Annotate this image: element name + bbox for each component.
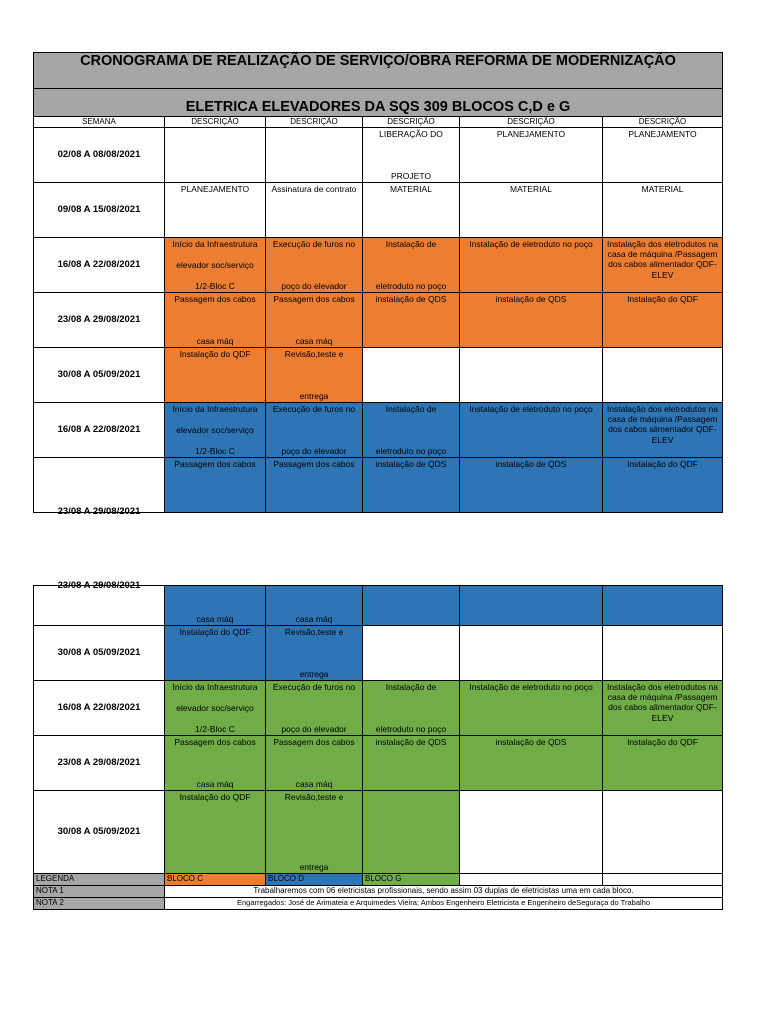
week-text-cut: 23/08 A 29/08/2021 xyxy=(57,505,141,517)
note-row xyxy=(34,886,723,898)
task-cell-bloco-g xyxy=(165,791,266,874)
task-text: PLANEJAMENTO xyxy=(180,184,250,194)
column-header-row xyxy=(34,117,723,128)
col-header-descricao: DESCRIÇÃO xyxy=(460,117,603,128)
task-text: poço do elevador xyxy=(281,445,347,456)
task-cell-bloco-d xyxy=(165,586,266,626)
task-text: Início da Infraestrutura xyxy=(172,404,258,414)
task-cell-bloco-c xyxy=(266,348,363,403)
task-cell xyxy=(363,626,460,681)
task-cell-bloco-d: Instalação dos eletrodutos na casa de máquina /Passagem dos cabos alimentador QDF-ELEV xyxy=(603,403,723,458)
task-text: Execução de furos no xyxy=(272,239,356,249)
note-2-text: Engarregados: José de Arimateia e Arquimedes Vieira; Ambos Engenheiro Eletricista e Engenheiro deSeguraça do Trabalho xyxy=(165,898,723,910)
task-cell-bloco-d xyxy=(460,458,603,513)
col-header-descricao: DESCRIÇÃO xyxy=(165,117,266,128)
table-row xyxy=(34,128,723,183)
table-row xyxy=(34,238,723,293)
note-2-label: NOTA 2 xyxy=(34,898,165,910)
legend-bloco-d: BLOCO D xyxy=(266,874,363,886)
task-text: MATERIAL xyxy=(510,184,552,194)
task-cell xyxy=(363,348,460,403)
table-row xyxy=(34,293,723,348)
task-text: instalação de QDS xyxy=(495,459,567,469)
task-text: eletroduto no poço xyxy=(375,445,447,456)
task-text: casa máq xyxy=(196,335,234,346)
task-text: instalação de QDS xyxy=(375,459,447,469)
task-cell-bloco-c xyxy=(165,348,266,403)
task-cell-bloco-g xyxy=(363,681,460,736)
task-text: Revisão,teste e xyxy=(284,349,344,359)
task-cell xyxy=(266,128,363,183)
task-cell-bloco-c xyxy=(266,293,363,348)
week-cell: 16/08 A 22/08/2021 xyxy=(34,403,165,458)
task-cell-bloco-c xyxy=(266,238,363,293)
task-cell-bloco-c xyxy=(363,238,460,293)
task-cell xyxy=(460,128,603,183)
week-cell: 23/08 A 29/08/2021 xyxy=(34,736,165,791)
task-cell-bloco-d xyxy=(363,458,460,513)
task-cell xyxy=(603,791,723,874)
task-cell-bloco-d xyxy=(603,458,723,513)
task-text: MATERIAL xyxy=(390,184,432,194)
task-text: PLANEJAMENTO xyxy=(496,129,566,139)
task-text: Revisão,teste e xyxy=(284,627,344,637)
task-cell-bloco-c xyxy=(165,293,266,348)
task-cell xyxy=(266,183,363,238)
legend-row xyxy=(34,874,723,886)
task-text: PROJETO xyxy=(391,170,431,181)
task-text: entrega xyxy=(299,390,329,401)
task-text: Instalação do QDF xyxy=(179,792,251,802)
schedule-page-top xyxy=(33,52,721,517)
week-cell xyxy=(34,458,165,517)
table-row xyxy=(34,791,723,874)
week-cell: 16/08 A 22/08/2021 xyxy=(34,238,165,293)
task-text: Revisão,teste e xyxy=(284,792,344,802)
col-header-descricao: DESCRIÇÃO xyxy=(363,117,460,128)
task-text: eletroduto no poço xyxy=(375,723,447,734)
task-text: poço do elevador xyxy=(281,280,347,291)
week-cell: 02/08 A 08/08/2021 xyxy=(34,128,165,183)
task-cell xyxy=(460,791,603,874)
task-cell-bloco-g xyxy=(266,681,363,736)
table-row xyxy=(34,183,723,238)
week-cell: 30/08 A 05/09/2021 xyxy=(34,626,165,681)
task-text: casa máq xyxy=(295,613,333,624)
task-cell xyxy=(165,183,266,238)
task-cell-bloco-d xyxy=(460,586,603,626)
task-text: entrega xyxy=(299,668,329,679)
task-cell-bloco-d xyxy=(165,458,266,513)
task-text: LIBERAÇÃO DO xyxy=(379,129,443,139)
task-text: Instalação do QDF xyxy=(627,459,698,469)
task-cell-bloco-g xyxy=(165,736,266,791)
task-cell-bloco-d xyxy=(603,586,723,626)
title-line-1: CRONOGRAMA DE REALIZAÇÃO DE SERVIÇO/OBRA REFORMA DE MODERNIZAÇÃO xyxy=(34,53,723,89)
task-text: Passagem dos cabos xyxy=(174,459,256,469)
task-text: Passagem dos cabos xyxy=(273,737,355,747)
schedule-table-top xyxy=(33,52,723,517)
task-cell-bloco-c xyxy=(460,238,603,293)
task-cell-bloco-g xyxy=(363,736,460,791)
task-cell-bloco-d xyxy=(266,626,363,681)
task-text: 1/2-Bloc C xyxy=(195,445,235,456)
task-cell-bloco-d xyxy=(266,586,363,626)
task-cell xyxy=(603,348,723,403)
task-cell xyxy=(460,183,603,238)
task-text: Instalação do QDF xyxy=(179,349,251,359)
task-cell-bloco-g: Instalação dos eletrodutos na casa de máquina /Passagem dos cabos alimentador QDF-ELEV xyxy=(603,681,723,736)
task-text: Instalação de xyxy=(385,404,437,414)
task-text: Início da Infraestrutura xyxy=(172,682,258,692)
task-cell-bloco-g xyxy=(266,791,363,874)
task-cell-bloco-c xyxy=(165,238,266,293)
task-cell-bloco-g xyxy=(363,791,460,874)
task-cell-bloco-c xyxy=(603,293,723,348)
task-text: elevador soc/serviço xyxy=(176,259,254,270)
note-1-label: NOTA 1 xyxy=(34,886,165,898)
table-row xyxy=(34,736,723,791)
task-text: instalação de QDS xyxy=(375,294,447,304)
task-cell-bloco-d xyxy=(165,626,266,681)
task-text: casa máq xyxy=(196,613,234,624)
task-text: casa máq xyxy=(295,335,333,346)
task-text: instalação de QDS xyxy=(495,737,567,747)
table-row xyxy=(34,681,723,736)
task-text: entrega xyxy=(299,861,329,872)
task-text: Passagem dos cabos xyxy=(273,459,355,469)
task-cell-bloco-g xyxy=(266,736,363,791)
task-text: Passagem dos cabos xyxy=(273,294,355,304)
task-text: Início da Infraestrutura xyxy=(172,239,258,249)
week-cell: 30/08 A 05/09/2021 xyxy=(34,791,165,874)
task-cell-bloco-g xyxy=(460,736,603,791)
task-text: 1/2-Bloc C xyxy=(195,723,235,734)
col-header-descricao: DESCRIÇÃO xyxy=(603,117,723,128)
task-text: MATERIAL xyxy=(641,184,684,194)
task-text: casa máq xyxy=(196,778,234,789)
legend-bloco-g: BLOCO G xyxy=(363,874,460,886)
task-cell-bloco-g xyxy=(165,681,266,736)
task-cell-bloco-c xyxy=(460,293,603,348)
task-text: Execução de furos no xyxy=(272,682,356,692)
task-cell-bloco-g xyxy=(603,736,723,791)
week-text-cut: 23/08 A 29/08/2021 xyxy=(57,580,141,591)
task-text: Passagem dos cabos xyxy=(174,737,256,747)
title-line-2: ELETRICA ELEVADORES DA SQS 309 BLOCOS C,D e G xyxy=(34,89,723,117)
col-header-descricao: DESCRIÇÃO xyxy=(266,117,363,128)
task-text: eletroduto no poço xyxy=(375,280,447,291)
task-text: Execução de furos no xyxy=(272,404,356,414)
task-cell-bloco-d xyxy=(460,403,603,458)
task-text: Instalação de eletroduto no poço xyxy=(469,682,593,692)
task-cell xyxy=(460,626,603,681)
note-1-text: Trabalharemos com 06 eletricistas profissionais, sendo assim 03 duplas de eletricistas uma em cada bloco. xyxy=(165,886,723,898)
table-row xyxy=(34,458,723,513)
task-text: Passagem dos cabos xyxy=(174,294,256,304)
task-cell-bloco-c: Instalação dos eletrodutos na casa de máquina /Passagem dos cabos alimentador QDF-ELEV xyxy=(603,238,723,293)
task-cell-bloco-d xyxy=(363,586,460,626)
task-text: casa máq xyxy=(295,778,333,789)
week-cell: 09/08 A 15/08/2021 xyxy=(34,183,165,238)
task-text: poço do elevador xyxy=(281,723,347,734)
task-text: 1/2-Bloc C xyxy=(195,280,235,291)
week-cell: 16/08 A 22/08/2021 xyxy=(34,681,165,736)
task-cell-bloco-c xyxy=(363,293,460,348)
task-cell xyxy=(603,183,723,238)
task-text: instalação de QDS xyxy=(375,737,447,747)
legend-bloco-c: BLOCO C xyxy=(165,874,266,886)
task-text: elevador soc/serviço xyxy=(176,702,254,713)
task-text: Instalação de eletroduto no poço xyxy=(469,239,593,249)
task-text: Instalação de eletroduto no poço xyxy=(469,404,593,414)
task-cell xyxy=(165,128,266,183)
task-cell xyxy=(603,626,723,681)
task-cell-bloco-d xyxy=(363,403,460,458)
task-cell xyxy=(363,183,460,238)
task-cell xyxy=(460,348,603,403)
week-cell xyxy=(34,580,165,626)
task-cell-bloco-d xyxy=(266,458,363,513)
week-cell: 23/08 A 29/08/2021 xyxy=(34,293,165,348)
table-row xyxy=(34,626,723,681)
task-text: Instalação de xyxy=(385,239,437,249)
task-cell xyxy=(363,128,460,183)
week-cell: 30/08 A 05/09/2021 xyxy=(34,348,165,403)
note-row xyxy=(34,898,723,910)
task-text: Instalação do QDF xyxy=(627,294,698,304)
schedule-page-bottom xyxy=(33,580,721,909)
task-text: Instalação do QDF xyxy=(627,737,698,747)
col-header-semana: SEMANA xyxy=(34,117,165,128)
task-text: PLANEJAMENTO xyxy=(628,129,697,139)
legend-label: LEGENDA xyxy=(34,874,165,886)
table-row xyxy=(34,586,723,626)
task-text: Instalação do QDF xyxy=(179,627,251,637)
task-text: instalação de QDS xyxy=(495,294,567,304)
schedule-table-bottom xyxy=(33,580,723,910)
task-cell-bloco-d xyxy=(266,403,363,458)
task-text: Instalação de xyxy=(385,682,437,692)
task-text: elevador soc/serviço xyxy=(176,424,254,435)
task-cell-bloco-d xyxy=(165,403,266,458)
table-row xyxy=(34,403,723,458)
task-cell xyxy=(603,128,723,183)
table-row xyxy=(34,348,723,403)
task-text: Assinatura de contrato xyxy=(271,184,357,194)
task-cell-bloco-g xyxy=(460,681,603,736)
